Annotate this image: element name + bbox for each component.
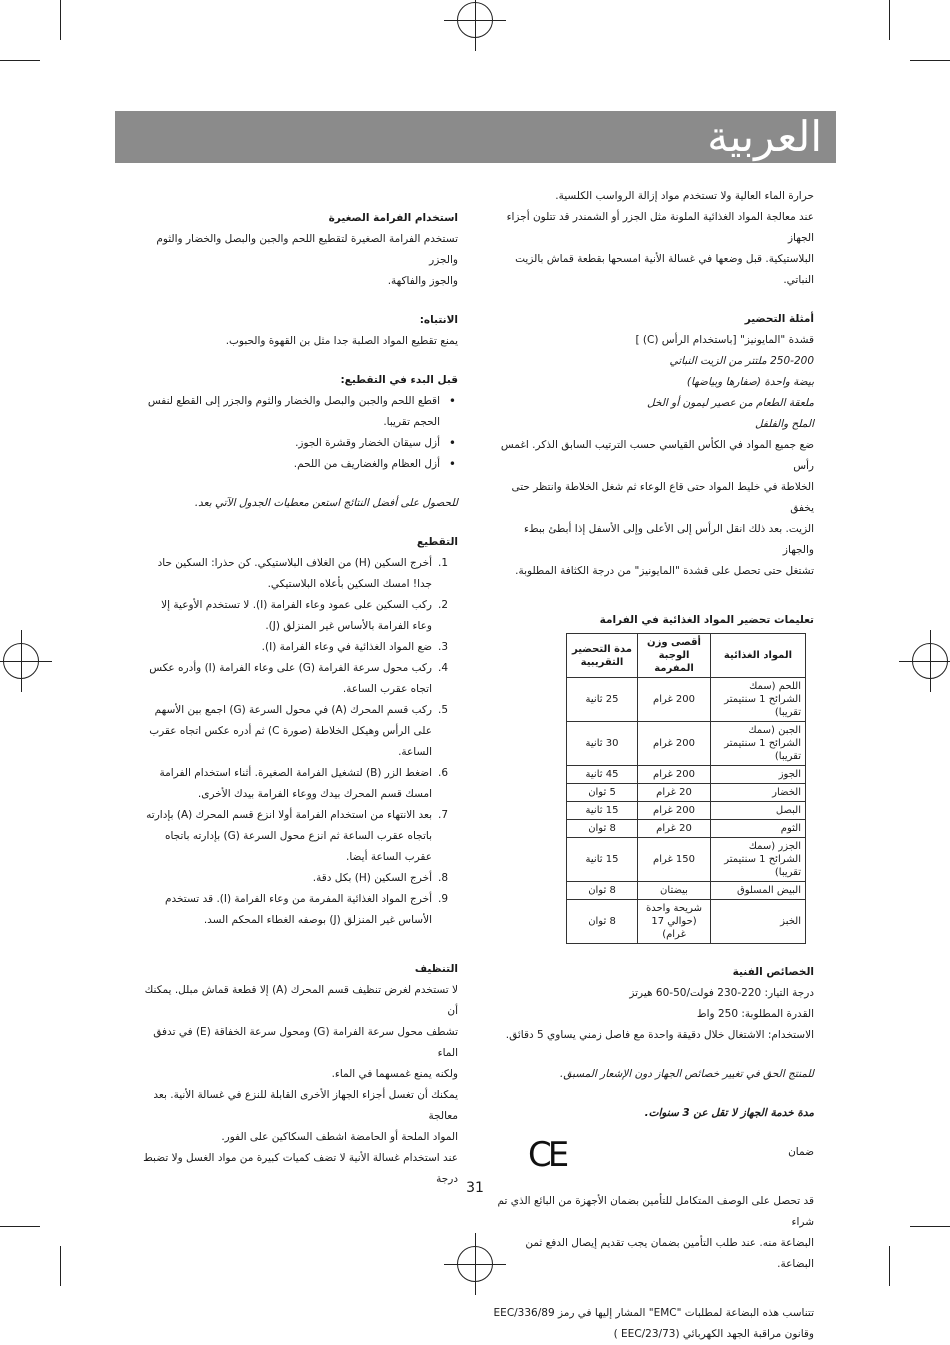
table-cell: الخبز bbox=[711, 900, 806, 944]
crop-mark-icon bbox=[889, 1246, 890, 1286]
best-results-note: للحصول على أفضل النتائج استعن معطيات الجدول الآتي بعد. bbox=[194, 497, 458, 509]
spec-line: درجة التيار: 220-230 فولت/50-60 هيرتز bbox=[629, 987, 814, 999]
page-title: العربية bbox=[707, 112, 822, 161]
step-item bbox=[140, 700, 449, 763]
step-number: .5 bbox=[438, 704, 449, 716]
step-text: بعد الانتهاء من استخدام الفرامة أولا انزع قسم المحرك (A) بإدارته باتجاه عقرب الساعة ثم انزع محول السرعة (G) بإدارته باتجاه عقرب الساعة أيضا. bbox=[146, 809, 432, 863]
manufacturer-notice: للمنتج الحق في تغيير خصائص الجهاز دون الإشعار المسبق. bbox=[560, 1068, 814, 1080]
table-cell: 25 ثانية bbox=[567, 678, 638, 722]
cleaning-line: لا تستخدم لغرض تنظيف قسم المحرك (A) إلا قطعة قماش مبلل. يمكنك أن bbox=[144, 984, 458, 1017]
cutting-steps bbox=[140, 553, 458, 931]
cleaning-heading: التنظيف bbox=[414, 963, 458, 975]
caution-heading: الانتباه: bbox=[419, 314, 458, 326]
warranty-line: البضاعة منه. عند طلب التأمين بضمان يجب تقديم إيصال الدفع ثمن البضاعة. bbox=[525, 1237, 814, 1270]
step-number: .4 bbox=[438, 662, 449, 674]
compliance-line: وقانون مراقبة الجهد الكهربائي (EEC/23/73 ) bbox=[613, 1328, 814, 1340]
mayonnaise-ingredient: الملح والفلفل bbox=[754, 418, 814, 430]
table-cell: 200 غرام bbox=[638, 766, 711, 784]
registration-mark-bottom-icon bbox=[457, 1246, 493, 1282]
intro-line: البلاستيكية. قبل وضعها في غسالة الأنية امسحها بقطعة قماش بالزيت النباتي. bbox=[515, 253, 814, 286]
table-header: المواد الغذائية bbox=[711, 634, 806, 678]
step-item bbox=[140, 595, 449, 637]
table-cell: اللحم (سمك الشرائح 1 سنتيمتر تقريبا) bbox=[711, 678, 806, 722]
step-text: أخرج السكين (H) بكل دقة. bbox=[312, 872, 432, 884]
step-item bbox=[140, 889, 449, 931]
table-row bbox=[567, 802, 806, 820]
table-cell: الجزر (سمك الشرائح 1 سنتيمتر تقريبا) bbox=[711, 838, 806, 882]
mini-chopper-text: والجوز والفاكهة. bbox=[387, 275, 458, 287]
table-cell: الجبن (سمك الشرائح 1 سنتيمتر تقريبا) bbox=[711, 722, 806, 766]
intro-line: عند معالجة المواد الغذائية الملونة مثل الجزر أو الشمندر قد تتلون أجزاء الجهاز bbox=[506, 211, 814, 244]
left-column bbox=[140, 208, 458, 1190]
table-cell: الجوز bbox=[711, 766, 806, 784]
step-number: .3 bbox=[438, 641, 449, 653]
crop-mark-icon bbox=[0, 1226, 40, 1227]
mayonnaise-instruction: الخلاطة في خليط المواد حتى قاع الوعاء ثم شغل الخلاطة وانتظر حتى يخفق bbox=[511, 481, 814, 514]
crop-mark-icon bbox=[910, 1226, 950, 1227]
crop-mark-icon bbox=[0, 60, 40, 61]
cleaning-line: ولكنه يمنع غمسهما في الماء. bbox=[331, 1068, 458, 1080]
list-item: • أزل سيقان الخضار وقشرة الجوز. bbox=[140, 433, 440, 454]
page-number: 31 bbox=[466, 1180, 484, 1196]
table-cell: 200 غرام bbox=[638, 802, 711, 820]
table-cell: 200 غرام bbox=[638, 722, 711, 766]
table-cell: الخضار bbox=[711, 784, 806, 802]
mayonnaise-ingredient: بيضة واحدة (صفارها وبياضها) bbox=[686, 376, 814, 388]
cutting-heading: التقطيع bbox=[416, 536, 458, 548]
table-cell: بيضتان bbox=[638, 882, 711, 900]
ce-mark-icon: CE bbox=[528, 1135, 566, 1175]
table-cell: الثوم bbox=[711, 820, 806, 838]
step-item bbox=[140, 868, 449, 889]
mayonnaise-ingredient: ملعقة الطعام من عصير ليمون أو الخل bbox=[647, 397, 814, 409]
title-banner bbox=[115, 111, 836, 163]
mayonnaise-instruction: الزيت. بعد ذلك انقل الرأس إلى الأعلى وإلى الأسفل إذا أبطئ ببطء والجهاز bbox=[523, 523, 814, 556]
step-number: .9 bbox=[438, 893, 449, 905]
table-cell: 15 ثانية bbox=[567, 802, 638, 820]
mayonnaise-ingredient: 250-200 ملتتر من الزيت النباتي bbox=[669, 355, 814, 367]
table-row bbox=[567, 820, 806, 838]
mayonnaise-instruction: تشتغل حتى تحصل على قشدة "المايونيز" من درجة الكثافة المطلوبة. bbox=[515, 565, 814, 577]
crop-mark-icon bbox=[889, 0, 890, 40]
table-row bbox=[567, 882, 806, 900]
table-cell: 15 ثانية bbox=[567, 838, 638, 882]
list-item: • اقطع اللحم والجبن والبصل والخضار والثوم والجزر إلى القطع لنفس الحجم تقريبا. bbox=[140, 391, 440, 433]
table-cell: البيض المسلوق bbox=[711, 882, 806, 900]
step-item bbox=[140, 658, 449, 700]
table-cell: 45 ثانية bbox=[567, 766, 638, 784]
table-cell: 5 ثوان bbox=[567, 784, 638, 802]
table-cell: 30 ثانية bbox=[567, 722, 638, 766]
spec-line: الاستخدام: الاشتغال خلال دقيقة واحدة مع فاصل زمني يساوي 5 دقائق. bbox=[505, 1029, 814, 1041]
cleaning-line: يمكنك أن تغسل أجزاء الجهاز الأخرى القابلة للنزع في غسالة الأنية. بعد معالجة bbox=[153, 1089, 458, 1122]
table-cell: 20 غرام bbox=[638, 820, 711, 838]
cleaning-line: عند استخدام غسالة الأنية لا تضف كميات كبيرة من مواد الغسل ولا تضبط درجة bbox=[143, 1152, 458, 1185]
table-row bbox=[567, 678, 806, 722]
table-row bbox=[567, 784, 806, 802]
crop-mark-icon bbox=[60, 1246, 61, 1286]
crop-mark-icon bbox=[910, 60, 950, 61]
step-number: .7 bbox=[438, 809, 449, 821]
table-cell: شريحة واحدة (حوالي 17 غرام) bbox=[638, 900, 711, 944]
table-cell: 150 غرام bbox=[638, 838, 711, 882]
before-cutting-heading: قبل البدء في التقطيع: bbox=[340, 374, 458, 386]
step-item bbox=[140, 763, 449, 805]
intro-line: حرارة الماء العالية ولا تستخدم مواد إزالة الرواسب الكلسية. bbox=[555, 190, 814, 202]
step-number: .8 bbox=[438, 872, 449, 884]
step-text: ركب محول سرعة الفرامة (G) على وعاء الفرامة (I) وأدره عكس اتجاه عقرب الساعة. bbox=[149, 662, 432, 695]
table-cell: 200 غرام bbox=[638, 678, 711, 722]
table-row bbox=[567, 900, 806, 944]
specs-heading: الخصائص الفنية bbox=[732, 966, 814, 978]
step-item bbox=[140, 553, 449, 595]
step-item bbox=[140, 805, 449, 868]
step-text: اضغط الزر (B) لتشغيل الفرامة الصغيرة. أثناء استخدام الفرامة امسك قسم المحرك بيدك ووعاء الفرامة بيدك الأخرى. bbox=[159, 767, 432, 800]
mayonnaise-line: قشدة "المايونيز" [باستخدام الرأس (C) ] bbox=[635, 334, 814, 346]
step-text: ركب قسم المحرك (A) في محول السرعة (G) اجمع بين الأسهم على الرأس وهيكل الخلاطة (صورة C) ثم أدره عكس اتجاه عقرب الساعة. bbox=[149, 704, 432, 758]
table-cell: 8 ثوان bbox=[567, 820, 638, 838]
step-text: أخرج المواد الغذائية المفرمة من وعاء الفرامة (I). قد تستخدم الأساس غير المنزلق (J) بوصفه الغطاء المحكم السد. bbox=[164, 893, 432, 926]
step-item bbox=[140, 637, 449, 658]
step-number: .6 bbox=[438, 767, 449, 779]
mayonnaise-instruction: ضع جميع المواد في الكأس القياسي حسب الترتيب السابق الذكر. اغمس رأس bbox=[500, 439, 814, 472]
table-cell: 20 غرام bbox=[638, 784, 711, 802]
step-text: أخرج السكين (H) من الغلاف البلاستيكي. كن حذرا: السكين حاد جدا! امسك السكين بأعلاه البلاستيكي. bbox=[157, 557, 432, 590]
caution-text: يمنع تقطيع المواد الصلبة جدا مثل بن القهوة والحبوب. bbox=[225, 335, 458, 347]
table-row bbox=[567, 766, 806, 784]
before-cutting-list bbox=[140, 391, 458, 475]
mayonnaise-heading: أمثلة التحضير bbox=[744, 313, 814, 325]
cleaning-line: تشطف محول سرعة الفرامة (G) ومحول سرعة الخفاقة (E) في تدفق الماء bbox=[153, 1026, 458, 1059]
table-cell: البصل bbox=[711, 802, 806, 820]
table-row bbox=[567, 722, 806, 766]
table-cell: 8 ثوان bbox=[567, 900, 638, 944]
spec-line: القدرة المطلوبة: 250 واط bbox=[696, 1008, 814, 1020]
registration-mark-left-icon bbox=[3, 643, 39, 679]
service-life-notice: مدة خدمة الجهاز لا تقل عن 3 سنوات. bbox=[644, 1107, 814, 1119]
mini-chopper-text: تستخدم الفرامة الصغيرة لتقطيع اللحم والجبن والبصل والخضار والثوم والجزر bbox=[156, 233, 458, 266]
list-item: • أزل العظام والغضاريف من اللحم. bbox=[140, 454, 440, 475]
warranty-line: قد تحصل على الوصف المتكامل للتأمين بضمان الأجهزة من البائع الذي تم شراء bbox=[497, 1195, 814, 1228]
table-header: مدة التحضير التقريبية bbox=[567, 634, 638, 678]
registration-mark-right-icon bbox=[912, 643, 948, 679]
table-cell: 8 ثوان bbox=[567, 882, 638, 900]
table-header: أقصى وزن الوجبة المفرمة bbox=[638, 634, 711, 678]
step-number: .2 bbox=[438, 599, 449, 611]
table-caption: تعليمات تحضير المواد الغذائية في الفرامة bbox=[599, 614, 814, 626]
cleaning-line: المواد الملحة أو الحامضة اشطف السكاكين على الفور. bbox=[221, 1131, 458, 1143]
compliance-line: تتناسب هذه البضاعة لمطلبات "EMC" المشار إليها في رمز EEC/336/89 bbox=[493, 1307, 814, 1319]
processing-table bbox=[566, 633, 806, 944]
mini-chopper-heading: استخدام الفرامة الصغيرة bbox=[328, 212, 458, 224]
step-text: ضع المواد الغذائية في وعاء الفرامة (I). bbox=[261, 641, 432, 653]
warranty-heading: ضمان bbox=[788, 1146, 814, 1158]
crop-mark-icon bbox=[60, 0, 61, 40]
table-row bbox=[567, 838, 806, 882]
step-number: .1 bbox=[438, 557, 449, 569]
registration-mark-top-icon bbox=[457, 2, 493, 38]
step-text: ركب السكين على عمود وعاء الفرامة (I). لا تستخدم الأوعية إلا وعاء الفرامة بالأساس غير المنزلق (J). bbox=[161, 599, 432, 632]
